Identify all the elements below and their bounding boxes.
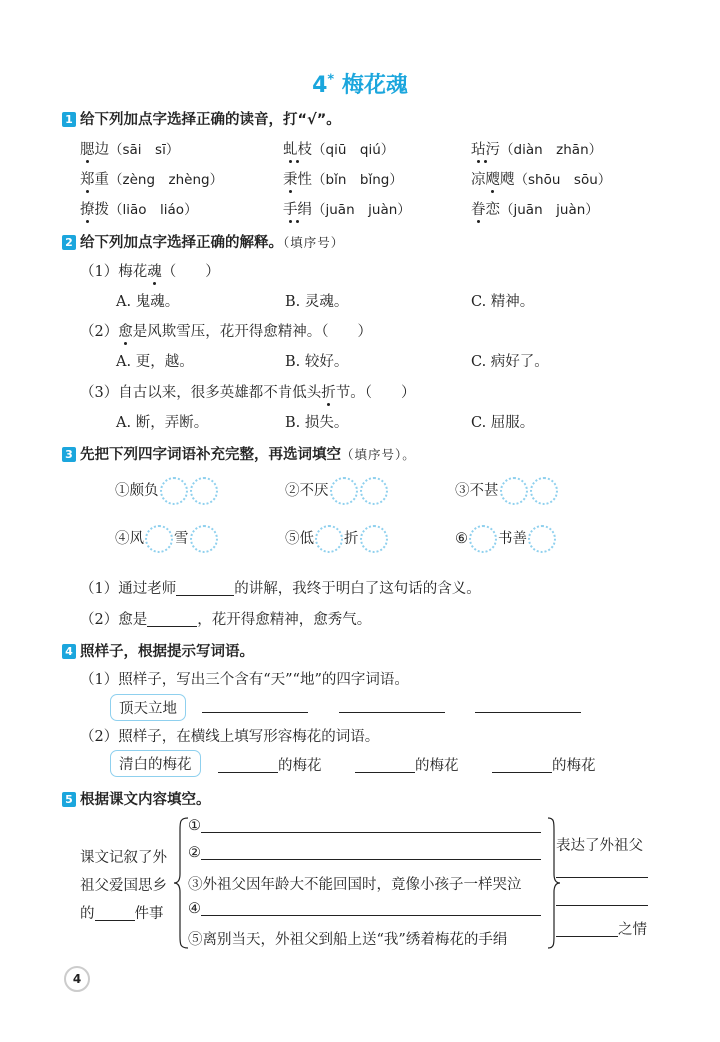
word-part: 边 (94, 142, 109, 158)
page-title: 4* 梅花魂 (312, 72, 408, 98)
answer-option[interactable]: C. 精神。 (471, 294, 535, 310)
idiom-part: ①颇负 (115, 483, 159, 499)
event-item (188, 818, 541, 834)
sub-question (80, 381, 415, 402)
answer-line[interactable] (202, 712, 308, 713)
sub-question (80, 320, 372, 341)
event-text: ⑤离别当天，外祖父到船上送“我”绣着梅花的手绢 (188, 932, 508, 948)
pinyin-options: （sāi sī） (109, 142, 180, 158)
blank-circle[interactable] (500, 477, 528, 505)
sentence-part: 自古以来，很多英雄都不肯低头 (118, 385, 322, 401)
sub-label: （3） (80, 385, 119, 401)
dotted-character: 郑 (80, 172, 95, 188)
blank-circle[interactable] (469, 525, 497, 553)
answer-line[interactable] (556, 877, 648, 878)
answer-option[interactable]: A. 鬼魂。 (116, 294, 180, 310)
answer-line[interactable] (556, 905, 648, 906)
dotted-character: 飕 (485, 172, 500, 188)
word-part: 拨 (94, 202, 109, 218)
pinyin-item (471, 168, 611, 189)
pinyin-item (80, 138, 179, 159)
event-text: ③外祖父因年龄大不能回国时，竟像小孩子一样哭泣 (188, 877, 522, 893)
idiom-item (455, 477, 559, 505)
answer-line[interactable] (339, 712, 445, 713)
word-part: 恋 (485, 202, 500, 218)
page-number: 4 (64, 966, 90, 992)
example-box: 清白的梅花 (110, 750, 201, 777)
dotted-character: 愈 (118, 324, 133, 340)
blank-circle[interactable] (530, 477, 558, 505)
event-text: ② (188, 845, 201, 861)
blank-circle[interactable] (190, 525, 218, 553)
event-item (188, 873, 522, 894)
blank-circle[interactable] (315, 525, 343, 553)
word-part: 绢 (297, 202, 312, 218)
pinyin-item (471, 138, 602, 159)
idiom-part: ⑤低 (285, 531, 314, 547)
word-part: 污 (485, 142, 500, 158)
blank-circle[interactable] (330, 477, 358, 505)
answer-blank[interactable] (95, 920, 135, 921)
pinyin-item (283, 198, 411, 219)
answer-blank[interactable] (201, 859, 541, 860)
sentence-part: （ ） (161, 264, 220, 280)
sentence-part: 节。（ ） (335, 385, 416, 401)
answer-option[interactable]: A. 断，弄断。 (116, 415, 209, 431)
word-part: 飕 (500, 172, 515, 188)
answer-option[interactable]: B. 灵魂。 (285, 294, 349, 310)
example-box: 顶天立地 (110, 694, 186, 721)
q4-instruction-1: （1）照样子，写出三个含有“天”“地”的四字词语。 (80, 672, 409, 688)
dotted-character: 魂 (147, 264, 162, 280)
idiom-part: ②不厌 (285, 483, 329, 499)
question-1-heading: 1 给下列加点字选择正确的读音，打“√”。 (62, 108, 341, 129)
dotted-character: 眷 (471, 202, 486, 218)
word-part: 凉 (471, 172, 486, 188)
question-5-heading: 5 根据课文内容填空。 (62, 788, 211, 809)
idiom-part: ③不甚 (455, 483, 499, 499)
idiom-part: 雪 (174, 531, 189, 547)
event-item (188, 928, 507, 949)
pinyin-options: （juān juàn） (500, 202, 599, 218)
blank-circle[interactable] (145, 525, 173, 553)
answer-option[interactable]: B. 损失。 (285, 415, 349, 431)
word-part: 枝 (297, 142, 312, 158)
dotted-character: 秉 (283, 172, 298, 188)
dotted-character: 腮 (80, 142, 95, 158)
fill-sentence-1: （1）通过老师 的讲解，我终于明白了这句话的含义。 (80, 581, 481, 597)
blank-circle[interactable] (190, 477, 218, 505)
pinyin-item (80, 198, 198, 219)
pinyin-options: （zèng zhèng） (109, 172, 224, 188)
pinyin-options: （qiū qiú） (312, 142, 395, 158)
q4-example-2 (110, 750, 201, 777)
question-number-badge: 3 (62, 447, 76, 462)
blank-circle[interactable] (360, 477, 388, 505)
question-number-badge: 4 (62, 644, 76, 659)
q5-left-line-1: 课文记叙了外 (80, 850, 167, 866)
idiom-item (115, 477, 219, 505)
q4-fill-3: 的梅花 (492, 754, 596, 775)
question-4-heading: 4 照样子，根据提示写词语。 (62, 640, 254, 661)
pinyin-options: （diàn zhān） (500, 142, 603, 158)
answer-blank[interactable] (355, 772, 415, 773)
answer-option[interactable]: C. 病好了。 (471, 354, 549, 370)
answer-blank[interactable] (176, 595, 234, 596)
word-part: 手 (283, 202, 298, 218)
blank-circle[interactable] (528, 525, 556, 553)
q5-right-end: 之情 (556, 918, 647, 939)
pinyin-options: （liāo liáo） (109, 202, 198, 218)
sentence-part: 是风欺雪压，花开得愈精神。（ ） (132, 324, 372, 340)
event-item (188, 901, 541, 917)
dotted-character: 撩 (80, 202, 95, 218)
answer-option[interactable]: B. 较好。 (285, 354, 349, 370)
idiom-item (285, 525, 389, 553)
q4-fill-2: 的梅花 (355, 754, 459, 775)
sub-question (80, 260, 220, 281)
word-part: 玷 (471, 142, 486, 158)
event-text: ④ (188, 901, 201, 917)
word-part: 重 (94, 172, 109, 188)
idiom-part: ④风 (115, 531, 144, 547)
answer-option[interactable]: C. 屈服。 (471, 415, 535, 431)
q4-example-1 (110, 694, 186, 721)
q5-left-line-3: 的 件事 (80, 906, 164, 922)
idiom-item (455, 525, 557, 553)
sentence-part: 梅花 (118, 264, 148, 280)
q5-left-line-2: 祖父爱国思乡 (80, 878, 167, 894)
answer-blank[interactable] (147, 626, 197, 627)
question-2-heading: 2 给下列加点字选择正确的解释。（填序号） (62, 231, 344, 252)
sub-label: （1） (80, 264, 119, 280)
question-number-badge: 1 (62, 112, 76, 127)
answer-option[interactable]: A. 更，越。 (116, 354, 194, 370)
answer-line[interactable] (475, 712, 581, 713)
question-3-heading: 3 先把下列四字词语补充完整，再选词填空（填序号）。 (62, 443, 416, 464)
blank-circle[interactable] (360, 525, 388, 553)
dotted-character: 折 (321, 385, 336, 401)
pinyin-options: （shōu sōu） (514, 172, 612, 188)
pinyin-item (471, 198, 599, 219)
answer-blank[interactable] (201, 915, 541, 916)
pinyin-item (80, 168, 223, 189)
idiom-item (115, 525, 219, 553)
question-number-badge: 5 (62, 792, 76, 807)
blank-circle[interactable] (160, 477, 188, 505)
answer-blank[interactable] (201, 832, 541, 833)
answer-blank[interactable] (492, 772, 552, 773)
word-part: 性 (297, 172, 312, 188)
q5-right-text: 表达了外祖父 (556, 838, 643, 854)
pinyin-options: （bǐn bǐng） (312, 172, 403, 188)
event-item (188, 845, 541, 861)
q4-fill-1: 的梅花 (218, 754, 322, 775)
question-number-badge: 2 (62, 235, 76, 250)
answer-blank[interactable] (218, 772, 278, 773)
idiom-part: 书善 (498, 531, 527, 547)
idiom-part: 折 (344, 531, 359, 547)
event-text: ① (188, 818, 201, 834)
idiom-part: ⑥ (455, 531, 468, 547)
idiom-item (285, 477, 389, 505)
answer-blank[interactable] (556, 936, 618, 937)
sub-label: （2） (80, 324, 119, 340)
pinyin-options: （juān juàn） (312, 202, 411, 218)
pinyin-item (283, 168, 403, 189)
word-part: 虬 (283, 142, 298, 158)
fill-sentence-2: （2）愈是 ，花开得愈精神，愈秀气。 (80, 612, 372, 628)
pinyin-item (283, 138, 394, 159)
q4-instruction-2: （2）照样子，在横线上填写形容梅花的词语。 (80, 729, 380, 745)
